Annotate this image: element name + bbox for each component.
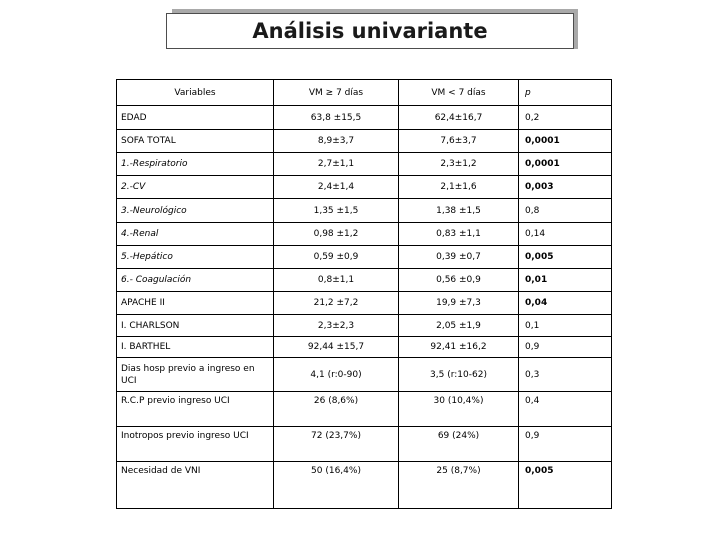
table-row — [117, 269, 612, 292]
cell-variable: I. BARTHEL — [117, 337, 274, 358]
cell-p: 0,04 — [519, 292, 612, 315]
table-row — [117, 246, 612, 269]
cell-variable: 5.-Hepático — [117, 246, 274, 269]
header-variables: Variables — [117, 80, 274, 106]
cell-p: 0,4 — [519, 392, 612, 427]
table-row — [117, 199, 612, 223]
table-row — [117, 462, 612, 509]
cell-vm-ge7: 0,8±1,1 — [274, 269, 399, 292]
table-row — [117, 292, 612, 315]
cell-vm-lt7: 2,1±1,6 — [399, 176, 519, 199]
table-row — [117, 106, 612, 130]
cell-p: 0,9 — [519, 427, 612, 462]
cell-vm-lt7: 30 (10,4%) — [399, 392, 519, 427]
header-vm-ge7: VM ≥ 7 días — [274, 80, 399, 106]
cell-vm-ge7: 2,3±2,3 — [274, 315, 399, 337]
cell-p: 0,3 — [519, 358, 612, 392]
cell-vm-lt7: 19,9 ±7,3 — [399, 292, 519, 315]
cell-p: 0,1 — [519, 315, 612, 337]
cell-variable: Inotropos previo ingreso UCI — [117, 427, 274, 462]
cell-p: 0,14 — [519, 223, 612, 246]
cell-vm-ge7: 1,35 ±1,5 — [274, 199, 399, 223]
cell-variable: 1.-Respiratorio — [117, 153, 274, 176]
table-row — [117, 130, 612, 153]
cell-variable: 3.-Neurológico — [117, 199, 274, 223]
cell-p: 0,8 — [519, 199, 612, 223]
cell-vm-lt7: 0,39 ±0,7 — [399, 246, 519, 269]
table-row — [117, 223, 612, 246]
cell-vm-lt7: 1,38 ±1,5 — [399, 199, 519, 223]
table-row — [117, 337, 612, 358]
cell-p: 0,0001 — [519, 130, 612, 153]
table-row — [117, 358, 612, 392]
cell-vm-ge7: 50 (16,4%) — [274, 462, 399, 509]
cell-vm-lt7: 25 (8,7%) — [399, 462, 519, 509]
univariate-table — [116, 79, 612, 509]
cell-p: 0,005 — [519, 246, 612, 269]
cell-p: 0,005 — [519, 462, 612, 509]
cell-p: 0,9 — [519, 337, 612, 358]
cell-variable: 6.- Coagulación — [117, 269, 274, 292]
cell-variable: Dias hosp previo a ingreso en UCI — [117, 358, 274, 392]
cell-vm-lt7: 92,41 ±16,2 — [399, 337, 519, 358]
header-p: p — [519, 80, 612, 106]
table-row — [117, 392, 612, 427]
cell-vm-ge7: 63,8 ±15,5 — [274, 106, 399, 130]
cell-variable: EDAD — [117, 106, 274, 130]
cell-variable: Necesidad de VNI — [117, 462, 274, 509]
header-vm-lt7: VM < 7 días — [399, 80, 519, 106]
cell-variable: SOFA TOTAL — [117, 130, 274, 153]
cell-vm-lt7: 7,6±3,7 — [399, 130, 519, 153]
cell-variable: R.C.P previo ingreso UCI — [117, 392, 274, 427]
cell-vm-lt7: 0,83 ±1,1 — [399, 223, 519, 246]
cell-vm-ge7: 4,1 (r:0-90) — [274, 358, 399, 392]
cell-variable: 4.-Renal — [117, 223, 274, 246]
cell-p: 0,003 — [519, 176, 612, 199]
cell-variable: 2.-CV — [117, 176, 274, 199]
cell-p: 0,2 — [519, 106, 612, 130]
cell-vm-ge7: 26 (8,6%) — [274, 392, 399, 427]
page-title: Análisis univariante — [252, 19, 488, 43]
cell-vm-ge7: 72 (23,7%) — [274, 427, 399, 462]
cell-vm-lt7: 0,56 ±0,9 — [399, 269, 519, 292]
title-box — [166, 13, 574, 49]
cell-vm-lt7: 2,3±1,2 — [399, 153, 519, 176]
cell-variable: APACHE II — [117, 292, 274, 315]
table-row — [117, 153, 612, 176]
cell-vm-ge7: 0,98 ±1,2 — [274, 223, 399, 246]
cell-vm-lt7: 62,4±16,7 — [399, 106, 519, 130]
cell-vm-lt7: 69 (24%) — [399, 427, 519, 462]
cell-vm-ge7: 2,4±1,4 — [274, 176, 399, 199]
table-row — [117, 427, 612, 462]
cell-variable: I. CHARLSON — [117, 315, 274, 337]
cell-p: 0,01 — [519, 269, 612, 292]
table-row — [117, 315, 612, 337]
cell-p: 0,0001 — [519, 153, 612, 176]
cell-vm-lt7: 2,05 ±1,9 — [399, 315, 519, 337]
cell-vm-ge7: 92,44 ±15,7 — [274, 337, 399, 358]
cell-vm-ge7: 8,9±3,7 — [274, 130, 399, 153]
cell-vm-ge7: 0,59 ±0,9 — [274, 246, 399, 269]
cell-vm-ge7: 21,2 ±7,2 — [274, 292, 399, 315]
cell-vm-ge7: 2,7±1,1 — [274, 153, 399, 176]
table-row — [117, 176, 612, 199]
cell-vm-lt7: 3,5 (r:10-62) — [399, 358, 519, 392]
